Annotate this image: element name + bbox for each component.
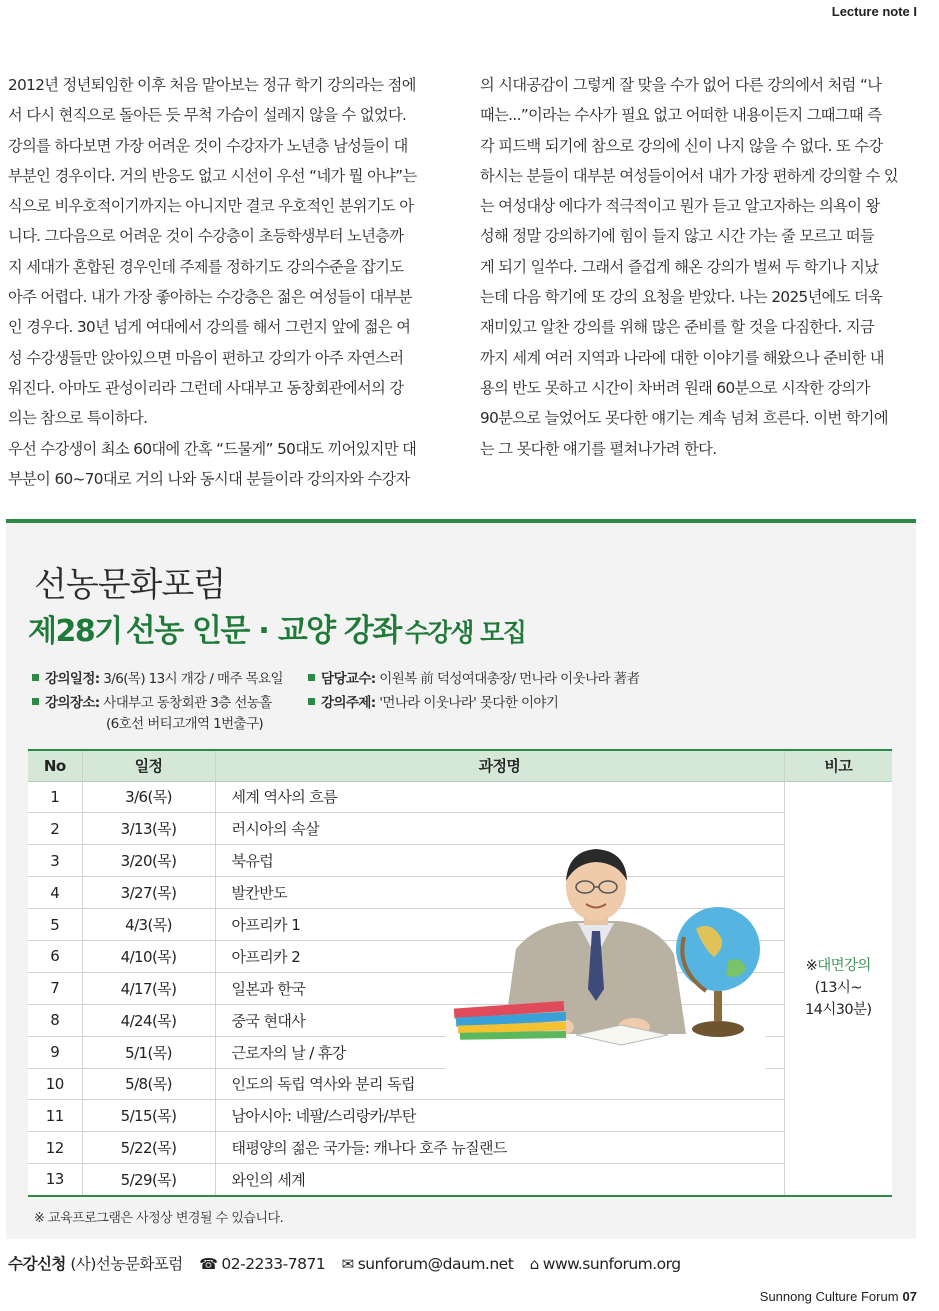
article-line: 까지 세계 여러 지역과 나라에 대한 이야기를 해왔으나 준비한 내 bbox=[480, 348, 884, 367]
article-line: 2012년 정년퇴임한 이후 처음 맡아보는 정규 학기 강의라는 점에 bbox=[8, 76, 416, 94]
row-course-name: 태평양의 젊은 국가들: 캐나다 호주 뉴질랜드 bbox=[215, 1132, 784, 1164]
row-no: 11 bbox=[28, 1100, 82, 1132]
article-line: 우선 수강생이 최소 60대에 간혹 “드물게” 50대도 끼어있지만 대 bbox=[8, 439, 417, 458]
info-topic-value: '먼나라 이웃나라' 못다한 이야기 bbox=[379, 695, 559, 711]
article-line: 때는...”이라는 수사가 필요 없고 어떠한 내용이든지 그때그때 즉 bbox=[480, 106, 882, 125]
row-date: 5/1(목) bbox=[82, 1036, 215, 1068]
row-no: 9 bbox=[28, 1036, 82, 1068]
row-course-name: 와인의 세계 bbox=[215, 1164, 784, 1196]
row-date: 4/17(목) bbox=[82, 972, 215, 1004]
row-course-name: 남아시아: 네팔/스리랑카/부탄 bbox=[215, 1100, 784, 1132]
contact-phone: 02-2233-7871 bbox=[221, 1255, 326, 1273]
note-time-end: 14시30분) bbox=[805, 1002, 872, 1019]
forum-org-title: 선농문화포럼 bbox=[34, 565, 226, 605]
course-suffix: 수강생 모집 bbox=[404, 618, 526, 647]
row-date: 4/3(목) bbox=[82, 909, 215, 941]
article-line: 재미있고 알찬 강의를 위해 많은 준비를 할 것을 다짐한다. 지금 bbox=[480, 318, 875, 337]
row-course-name: 아프리카 1 bbox=[215, 909, 784, 941]
table-row bbox=[28, 781, 892, 813]
row-date: 5/8(목) bbox=[82, 1068, 215, 1100]
note-format: 대면강의 bbox=[817, 958, 871, 975]
course-prefix: 제28기 bbox=[28, 614, 122, 649]
article-line: 게 되기 일쑤다. 그래서 즐겁게 해온 강의가 벌써 두 학기나 지났 bbox=[480, 257, 879, 276]
table-row bbox=[28, 1132, 892, 1164]
article-line: 지 세대가 혼합된 경우인데 주제를 정하기도 강의수준을 잡기도 bbox=[8, 257, 404, 276]
row-no: 3 bbox=[28, 845, 82, 877]
info-schedule bbox=[32, 667, 283, 687]
row-no: 8 bbox=[28, 1004, 82, 1036]
row-date: 3/20(목) bbox=[82, 845, 215, 877]
forum-announcement bbox=[6, 519, 916, 1239]
page-footer bbox=[760, 1289, 917, 1304]
row-date: 3/27(목) bbox=[82, 877, 215, 909]
table-footnote: ※ 교육프로그램은 사정상 변경될 수 있습니다. bbox=[34, 1211, 284, 1226]
info-topic bbox=[308, 691, 558, 711]
info-professor-label: 담당교수: bbox=[321, 671, 376, 687]
row-date: 3/13(목) bbox=[82, 813, 215, 845]
row-course-name: 중국 현대사 bbox=[215, 1004, 784, 1036]
contact-line bbox=[8, 1252, 681, 1274]
row-date: 4/24(목) bbox=[82, 1004, 215, 1036]
row-no: 1 bbox=[28, 781, 82, 813]
contact-org: (사)선농문화포럼 bbox=[70, 1255, 183, 1273]
row-no: 7 bbox=[28, 972, 82, 1004]
contact-label: 수강신청 bbox=[8, 1255, 66, 1273]
info-place-label: 강의장소: bbox=[45, 695, 100, 711]
mail-icon: ✉ bbox=[341, 1255, 354, 1273]
article-line: 용의 반도 못하고 시간이 차버려 원래 60분으로 시작한 강의가 bbox=[480, 378, 870, 397]
row-date: 5/29(목) bbox=[82, 1164, 215, 1196]
row-course-name: 세계 역사의 흐름 bbox=[215, 781, 784, 813]
bullet-icon bbox=[308, 674, 315, 681]
table-row bbox=[28, 1068, 892, 1100]
article-column-left bbox=[8, 70, 448, 494]
row-date: 5/15(목) bbox=[82, 1100, 215, 1132]
article-line: 각 피드백 되기에 참으로 강의에 신이 나지 않을 수 없다. 또 수강 bbox=[480, 136, 883, 155]
row-no: 5 bbox=[28, 909, 82, 941]
row-date: 5/22(목) bbox=[82, 1132, 215, 1164]
professor-photo bbox=[446, 829, 766, 1069]
row-note bbox=[784, 781, 892, 1196]
row-course-name: 아프리카 2 bbox=[215, 940, 784, 972]
row-no: 10 bbox=[28, 1068, 82, 1100]
article-line: 성해 정말 강의하기에 힘이 들지 않고 시간 가는 줄 모르고 떠들 bbox=[480, 227, 875, 246]
header-course: 과정명 bbox=[215, 750, 784, 781]
info-professor bbox=[308, 667, 639, 687]
contact-email[interactable]: sunforum@daum.net bbox=[357, 1255, 514, 1273]
header-note: 비고 bbox=[784, 750, 892, 781]
header-no: No bbox=[28, 750, 82, 781]
row-course-name: 근로자의 날 / 휴강 bbox=[215, 1036, 784, 1068]
article-line: 하시는 분들이 대부분 여성들이어서 내가 가장 편하게 강의할 수 있 bbox=[480, 166, 898, 185]
row-course-name: 북유럽 bbox=[215, 845, 784, 877]
info-schedule-label: 강의일정: bbox=[45, 671, 100, 687]
article-line: 90분으로 늘었어도 못다한 얘기는 계속 넘쳐 흐른다. 이번 학기에 bbox=[480, 409, 888, 428]
lecture-note-label: Lecture note I bbox=[831, 4, 917, 19]
article-line: 의 시대공감이 그렇게 잘 맞을 수가 없어 다른 강의에서 처럼 “나 bbox=[480, 76, 882, 94]
row-no: 13 bbox=[28, 1164, 82, 1196]
row-date: 3/6(목) bbox=[82, 781, 215, 813]
article-line: 부분인 경우이다. 거의 반응도 없고 시선이 우선 “네가 뭘 아냐”는 bbox=[8, 166, 417, 185]
bullet-icon bbox=[32, 674, 39, 681]
article-line: 의는 참으로 특이하다. bbox=[8, 409, 148, 428]
row-course-name: 일본과 한국 bbox=[215, 972, 784, 1004]
row-course-name: 인도의 독립 역사와 분리 독립 bbox=[215, 1068, 784, 1100]
article-line: 워진다. 아마도 관성이리라 그런데 사대부고 동창회관에서의 강 bbox=[8, 378, 404, 397]
info-place-value: 사대부고 동창회관 3층 선농홀 bbox=[103, 695, 272, 711]
row-date: 4/10(목) bbox=[82, 940, 215, 972]
contact-web[interactable]: www.sunforum.org bbox=[542, 1255, 681, 1273]
article-line: 니다. 그다음으로 어려운 것이 수강층이 초등학생부터 노년층까 bbox=[8, 227, 404, 246]
bullet-icon bbox=[308, 698, 315, 705]
article-line: 인 경우다. 30년 넘게 여대에서 강의를 해서 그런지 앞에 젊은 여 bbox=[8, 318, 411, 337]
note-mark: ※ bbox=[805, 958, 818, 975]
info-schedule-value: 3/6(목) 13시 개강 / 매주 목요일 bbox=[103, 671, 283, 687]
row-course-name: 러시아의 속살 bbox=[215, 813, 784, 845]
row-course-name: 발칸반도 bbox=[215, 877, 784, 909]
article-line: 강의를 하다보면 가장 어려운 것이 수강자가 노년층 남성들이 대 bbox=[8, 136, 408, 155]
info-topic-label: 강의주제: bbox=[321, 695, 376, 711]
row-no: 12 bbox=[28, 1132, 82, 1164]
course-main: 선농 인문 · 교양 강좌 bbox=[125, 613, 401, 649]
bullet-icon bbox=[32, 698, 39, 705]
article-line: 성 수강생들만 앉아있으면 마음이 편하고 강의가 아주 자연스러 bbox=[8, 348, 404, 367]
home-icon: ⌂ bbox=[529, 1255, 539, 1273]
article-line: 식으로 비우호적이기까지는 아니지만 결코 우호적인 분위기도 아 bbox=[8, 197, 414, 216]
header-date: 일정 bbox=[82, 750, 215, 781]
article-line: 부분이 60~70대로 거의 나와 동시대 분들이라 강의자와 수강자 bbox=[8, 469, 410, 488]
row-no: 6 bbox=[28, 940, 82, 972]
footer-name: Sunnong Culture Forum bbox=[759, 1289, 899, 1304]
article-line: 는데 다음 학기에 또 강의 요청을 받았다. 나는 2025년에도 더욱 bbox=[480, 288, 883, 307]
course-title bbox=[28, 605, 525, 650]
info-professor-value: 이원복 前 덕성여대총장/ 먼나라 이웃나라 著者 bbox=[379, 671, 640, 687]
row-no: 2 bbox=[28, 813, 82, 845]
phone-icon: ☎ bbox=[199, 1255, 218, 1273]
note-time-start: (13시~ bbox=[814, 980, 862, 997]
info-place bbox=[32, 691, 272, 711]
article-line: 는 그 못다한 얘기를 펼쳐나가려 한다. bbox=[480, 439, 717, 458]
article-line: 는 여성대상 에다가 적극적이고 뭔가 듣고 알고자하는 의욕이 왕 bbox=[480, 197, 880, 216]
article-line: 아주 어렵다. 내가 가장 좋아하는 수강층은 젊은 여성들이 대부분 bbox=[8, 288, 412, 307]
info-place-sub: (6호선 버티고개역 1번출구) bbox=[106, 716, 264, 732]
table-header-row bbox=[28, 750, 892, 781]
row-no: 4 bbox=[28, 877, 82, 909]
table-row bbox=[28, 1100, 892, 1132]
article-column-right bbox=[480, 70, 920, 464]
table-row bbox=[28, 1164, 892, 1196]
page-number: 07 bbox=[902, 1289, 917, 1304]
article-line: 서 다시 현직으로 돌아든 듯 무척 가슴이 설레지 않을 수 없었다. bbox=[8, 106, 407, 125]
